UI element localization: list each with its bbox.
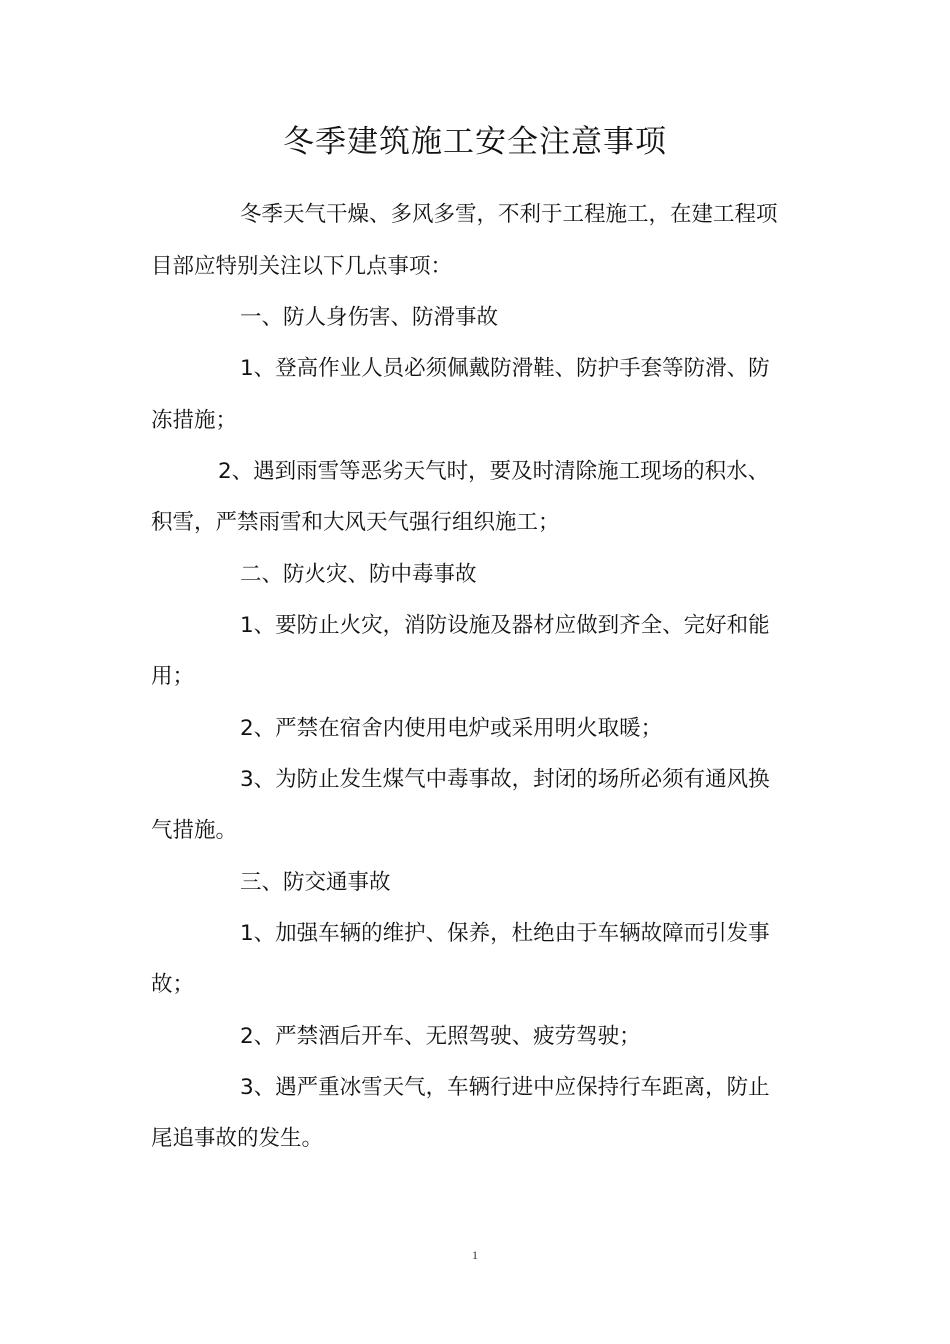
section-heading: 一、防人身伤害、防滑事故 — [240, 305, 499, 330]
page-number: 1 — [472, 1248, 478, 1262]
paragraph-line: 尾追事故的发生。 — [151, 1126, 324, 1151]
section-heading: 二、防火灾、防中毒事故 — [240, 562, 477, 587]
paragraph-line: 1、要防止火灾，消防设施及器材应做到齐全、完好和能 — [240, 613, 770, 638]
paragraph-line: 3、为防止发生煤气中毒事故，封闭的场所必须有通风换 — [240, 767, 770, 792]
paragraph-line: 积雪，严禁雨雪和大风天气强行组织施工； — [151, 510, 560, 535]
paragraph-line: 2、严禁在宿舍内使用电炉或采用明火取暖； — [240, 716, 663, 741]
section-heading: 三、防交通事故 — [240, 870, 391, 895]
paragraph-line: 1、登高作业人员必须佩戴防滑鞋、防护手套等防滑、防 — [240, 356, 770, 381]
paragraph-line: 2、遇到雨雪等恶劣天气时，要及时清除施工现场的积水、 — [218, 459, 770, 484]
paragraph-line: 目部应特别关注以下几点事项： — [151, 254, 453, 279]
paragraph-line: 用； — [151, 664, 195, 689]
paragraph-line: 1、加强车辆的维护、保养，杜绝由于车辆故障而引发事 — [240, 921, 770, 946]
paragraph-line: 3、遇严重冰雪天气，车辆行进中应保持行车距离，防止 — [240, 1075, 770, 1100]
paragraph-line: 冬季天气干燥、多风多雪，不利于工程施工，在建工程项 — [240, 202, 778, 227]
document-title: 冬季建筑施工安全注意事项 — [283, 124, 667, 160]
paragraph-line: 故； — [151, 972, 195, 997]
paragraph-line: 2、严禁酒后开车、无照驾驶、疲劳驾驶； — [240, 1024, 641, 1049]
paragraph-line: 冻措施； — [151, 408, 238, 433]
paragraph-line: 气措施。 — [151, 818, 238, 843]
